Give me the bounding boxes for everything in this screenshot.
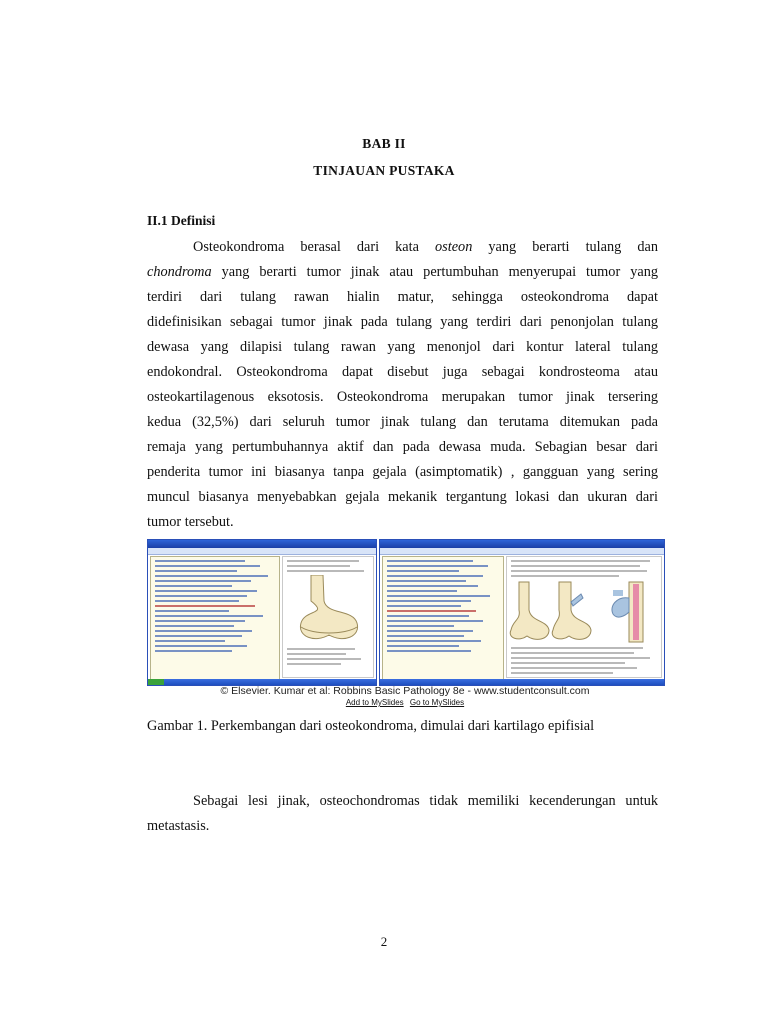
text-line: chondroma yang berarti tumor jinak atau pertumbuhan menyerupai tumor yang [147, 264, 658, 280]
contents-tree [150, 556, 280, 680]
screenshot-window-left [147, 539, 377, 686]
text-line: endokondral. Osteokondroma dapat disebut juga sebagai kondrosteoma atau [147, 364, 658, 380]
text-line: didefinisikan sebagai tumor jinak pada tulang yang terdiri dari penonjolan tulang [147, 314, 658, 330]
chapter-title: TINJAUAN PUSTAKA [313, 163, 455, 178]
text-line: Osteokondroma berasal dari kata osteon yang berarti tulang dan [193, 239, 658, 255]
text-line: dewasa yang dilapisi tulang rawan yang menonjol dari kontur lateral tulang [147, 339, 658, 355]
contents-tree [382, 556, 504, 680]
page-number: 2 [380, 934, 388, 949]
window-toolbar [380, 548, 664, 555]
bone-illustration-left [283, 575, 375, 645]
go-to-myslides-link[interactable]: Go to MySlides [409, 698, 465, 707]
text-line: tumor tersebut. [147, 514, 234, 530]
paragraph-definition [147, 235, 658, 535]
paragraph-metastasis [147, 789, 658, 839]
text-line: remaja yang pertumbuhannya aktif dan pada dewasa muda. Sebagian besar dari [147, 439, 658, 455]
text-line: metastasis. [147, 818, 210, 834]
slide-links [147, 698, 663, 707]
window-titlebar [148, 540, 376, 548]
bone-illustration-right [509, 580, 659, 644]
window-toolbar [148, 548, 376, 555]
chapter-heading: BAB II [362, 136, 406, 151]
screenshot-window-right [379, 539, 665, 686]
add-to-myslides-link[interactable]: Add to MySlides [345, 698, 404, 707]
content-pane [506, 556, 662, 678]
text-line: muncul biasanya menyebabkan gejala mekanik tergantung lokasi dan ukuran dari [147, 489, 658, 505]
text-line: penderita tumor ini biasanya tanpa gejala (asimptomatik) , gangguan yang sering [147, 464, 658, 480]
section-title: II.1 Definisi [147, 213, 216, 228]
text-line: osteokartilagenous eksotosis. Osteokondroma merupakan tumor jinak tersering [147, 389, 658, 405]
text-line: kedua (32,5%) dari seluruh tumor jinak tulang dan terutama ditemukan pada [147, 414, 658, 430]
figure-osteochondroma [147, 539, 663, 705]
window-titlebar [380, 540, 664, 548]
figure-credit: © Elsevier. Kumar et al: Robbins Basic Pathology 8e - www.studentconsult.com [220, 685, 590, 697]
figure-caption: Gambar 1. Perkembangan dari osteokondroma, dimulai dari kartilago epifisial [147, 718, 595, 734]
text-line: Sebagai lesi jinak, osteochondromas tidak memiliki kecenderungan untuk [193, 793, 658, 809]
content-pane [282, 556, 374, 678]
text-line: terdiri dari tulang rawan hialin matur, sehingga osteokondroma dapat [147, 289, 658, 305]
